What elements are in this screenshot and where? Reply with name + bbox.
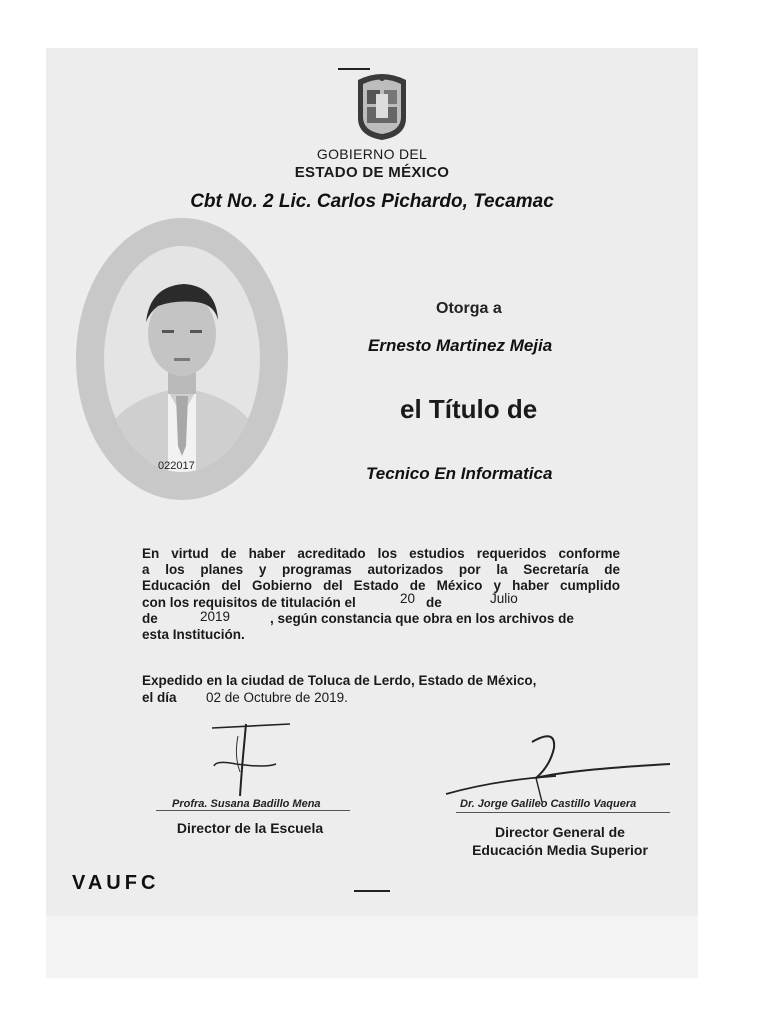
right-signer-role-line1: Director General de	[495, 824, 625, 840]
certificate-body	[142, 546, 620, 643]
government-line2: ESTADO DE MÉXICO	[294, 164, 450, 181]
photo-id-number: 022017	[158, 460, 195, 472]
month-value: Julio	[490, 590, 518, 606]
body-line-4-de: de	[426, 594, 442, 610]
body-line-5-de: de	[142, 610, 158, 626]
right-signer-name: Dr. Jorge Galileo Castillo Vaquera	[460, 798, 637, 810]
title-heading: el Título de	[400, 394, 538, 424]
photo-frame	[76, 218, 288, 500]
day-value: 20	[400, 590, 416, 606]
portrait-image	[104, 246, 260, 472]
bottom-dash-mark	[354, 890, 390, 892]
top-dash-mark	[338, 68, 370, 70]
certificate-paper	[46, 48, 698, 978]
body-line-6: esta Institución.	[142, 626, 245, 642]
body-line-3: Educación del Gobierno del Estado de México y haber cumplido	[142, 578, 620, 594]
recipient-name: Ernesto Martinez Mejia	[368, 336, 553, 355]
left-signer-role: Director de la Escuela	[176, 820, 324, 836]
left-signature-line	[156, 810, 350, 811]
government-line1: GOBIERNO DEL	[316, 146, 428, 162]
body-line-2: a los planes y programas autorizados por la Secretaría de	[142, 562, 620, 578]
left-signer-name: Profra. Susana Badillo Mena	[172, 798, 321, 810]
state-coat-of-arms-icon	[354, 72, 410, 142]
body-line-5	[142, 608, 620, 627]
grants-label: Otorga a	[436, 300, 502, 317]
stamp-mark: VAUFC	[72, 872, 160, 894]
school-name: Cbt No. 2 Lic. Carlos Pichardo, Tecamac	[190, 191, 554, 212]
right-signer-role-line2: Educación Media Superior	[472, 842, 648, 858]
left-signature-icon	[206, 716, 296, 802]
body-line-1: En virtud de haber acreditado los estudios requeridos conforme	[142, 546, 620, 561]
body-line-4-prefix: con los requisitos de titulación el	[142, 594, 356, 610]
right-signature-line	[456, 812, 670, 813]
body-line-5-suffix: , según constancia que obra en los archivos de	[270, 610, 574, 626]
student-photo	[104, 246, 260, 472]
year-value: 2019	[200, 608, 231, 624]
issued-day-label: el día	[142, 690, 177, 705]
issued-block	[142, 672, 622, 706]
degree-name: Tecnico En Informatica	[366, 464, 553, 483]
issued-date: 02 de Octubre de 2019.	[206, 690, 348, 705]
paper-lower-strip	[46, 916, 698, 978]
issued-line-2	[142, 689, 622, 706]
issued-line-1: Expedido en la ciudad de Toluca de Lerdo, Estado de México,	[142, 673, 537, 688]
